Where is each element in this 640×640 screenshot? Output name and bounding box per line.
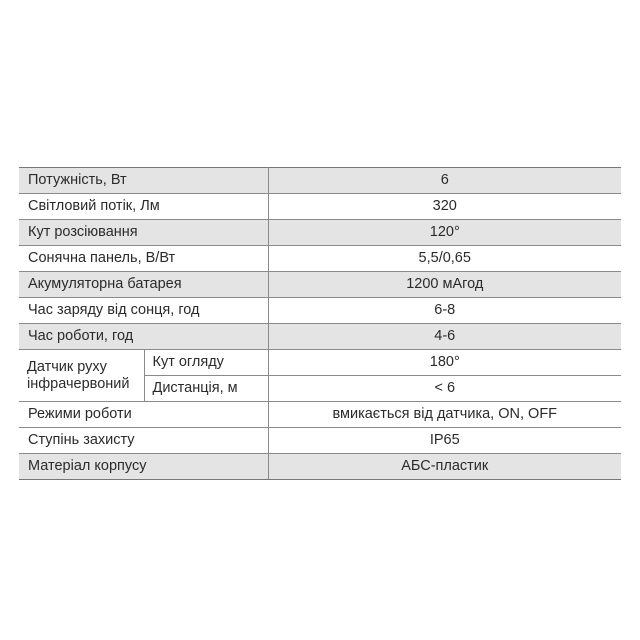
view-angle-label: Кут огляду [144,350,268,376]
spec-label: Світловий потік, Лм [19,194,268,220]
specifications-table [19,167,621,480]
spec-value: 320 [268,194,621,220]
spec-value: вмикається від датчика, ON, OFF [268,402,621,428]
motion-sensor-label: Датчик руху інфрачервоний [19,350,144,402]
spec-value: АБС-пластик [268,454,621,480]
spec-label: Потужність, Вт [19,168,268,194]
table-row [19,246,621,272]
table-row [19,324,621,350]
spec-value: IP65 [268,428,621,454]
spec-value: 5,5/0,65 [268,246,621,272]
table-row [19,168,621,194]
table-row [19,402,621,428]
view-angle-value: 180° [268,350,621,376]
spec-label: Акумуляторна батарея [19,272,268,298]
distance-label: Дистанція, м [144,376,268,402]
spec-value: 6-8 [268,298,621,324]
distance-value: < 6 [268,376,621,402]
spec-label: Сонячна панель, В/Вт [19,246,268,272]
spec-label: Режими роботи [19,402,268,428]
spec-label: Ступінь захисту [19,428,268,454]
spec-label: Час роботи, год [19,324,268,350]
table-row [19,298,621,324]
spec-label: Кут розсіювання [19,220,268,246]
spec-value: 1200 мАгод [268,272,621,298]
spec-label: Час заряду від сонця, год [19,298,268,324]
spec-value: 6 [268,168,621,194]
table-row [19,272,621,298]
table-row [19,220,621,246]
table-row [19,194,621,220]
spec-value: 4-6 [268,324,621,350]
table-row [19,454,621,480]
spec-value: 120° [268,220,621,246]
table-row [19,350,621,376]
spec-label: Матеріал корпусу [19,454,268,480]
table-row [19,428,621,454]
